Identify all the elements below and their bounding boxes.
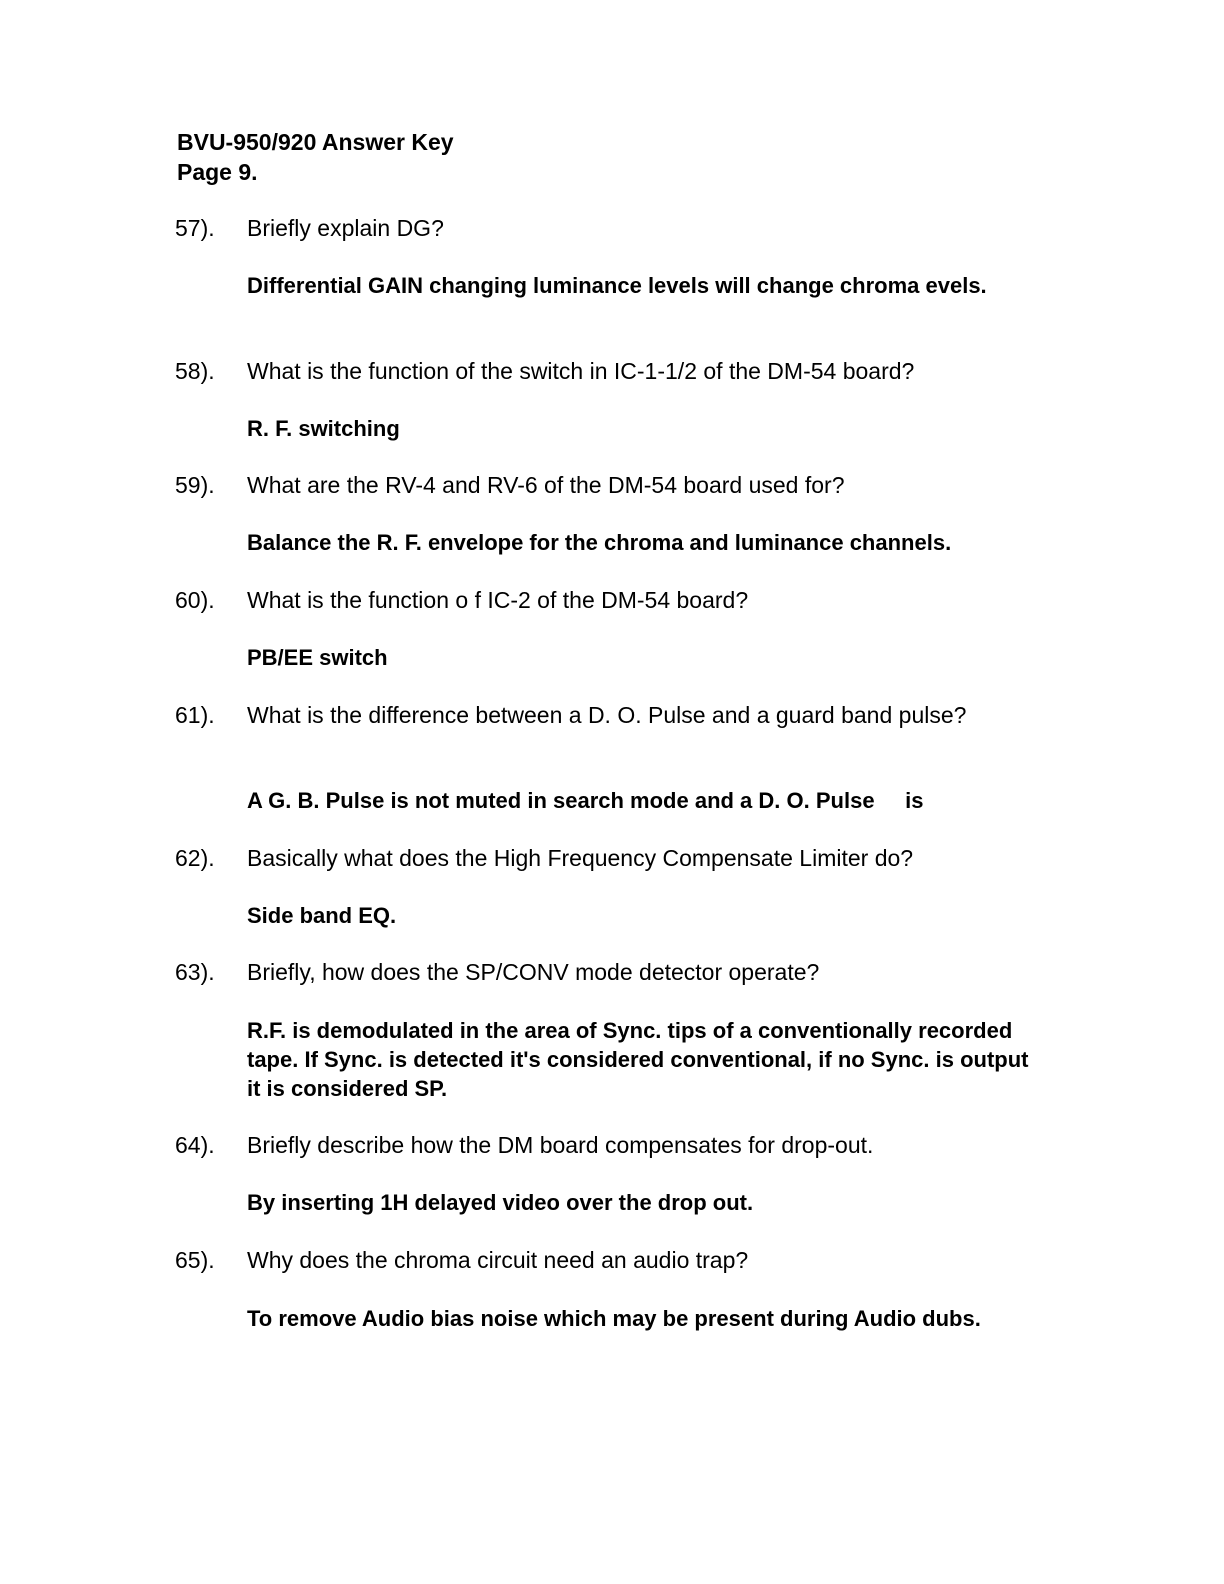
question-number: 62). bbox=[175, 845, 215, 871]
document-title: BVU-950/920 Answer Key bbox=[177, 129, 454, 155]
answer-text: PB/EE switch bbox=[247, 645, 388, 670]
question-number: 65). bbox=[175, 1247, 215, 1273]
answer-text: A G. B. Pulse is not muted in search mode and a D. O. Pulse is bbox=[247, 788, 924, 813]
question-text: What is the function of the switch in IC-1-1/2 of the DM-54 board? bbox=[247, 358, 915, 384]
question-text: Briefly, how does the SP/CONV mode detector operate? bbox=[247, 959, 820, 985]
answer-text: R.F. is demodulated in the area of Sync. tips of a conventionally recorded tape. If Sync. is detected it's considered conventional, if no Sync. is output it is considered SP. bbox=[247, 1018, 1029, 1101]
question-number: 64). bbox=[175, 1132, 215, 1158]
answer-text: By inserting 1H delayed video over the drop out. bbox=[247, 1190, 754, 1215]
answer-text: To remove Audio bias noise which may be present during Audio dubs. bbox=[247, 1306, 981, 1331]
answer-text: Differential GAIN changing luminance levels will change chroma evels. bbox=[247, 273, 987, 298]
question-text: Basically what does the High Frequency Compensate Limiter do? bbox=[247, 845, 914, 871]
question-text: Briefly describe how the DM board compensates for drop-out. bbox=[247, 1132, 874, 1158]
document-header bbox=[177, 127, 454, 187]
page-number: Page 9. bbox=[177, 159, 258, 185]
question-text: What are the RV-4 and RV-6 of the DM-54 board used for? bbox=[247, 472, 845, 498]
question-text: Why does the chroma circuit need an audio trap? bbox=[247, 1247, 749, 1273]
question-text: Briefly explain DG? bbox=[247, 215, 444, 241]
question-number: 58). bbox=[175, 358, 215, 384]
question-number: 63). bbox=[175, 959, 215, 985]
answer-text: R. F. switching bbox=[247, 416, 400, 441]
question-number: 59). bbox=[175, 472, 215, 498]
question-text: What is the difference between a D. O. Pulse and a guard band pulse? bbox=[247, 702, 967, 728]
question-number: 60). bbox=[175, 587, 215, 613]
question-number: 61). bbox=[175, 702, 215, 728]
answer-text: Side band EQ. bbox=[247, 903, 397, 928]
question-number: 57). bbox=[175, 215, 215, 241]
question-text: What is the function o f IC-2 of the DM-54 board? bbox=[247, 587, 749, 613]
answer-text: Balance the R. F. envelope for the chroma and luminance channels. bbox=[247, 530, 952, 555]
